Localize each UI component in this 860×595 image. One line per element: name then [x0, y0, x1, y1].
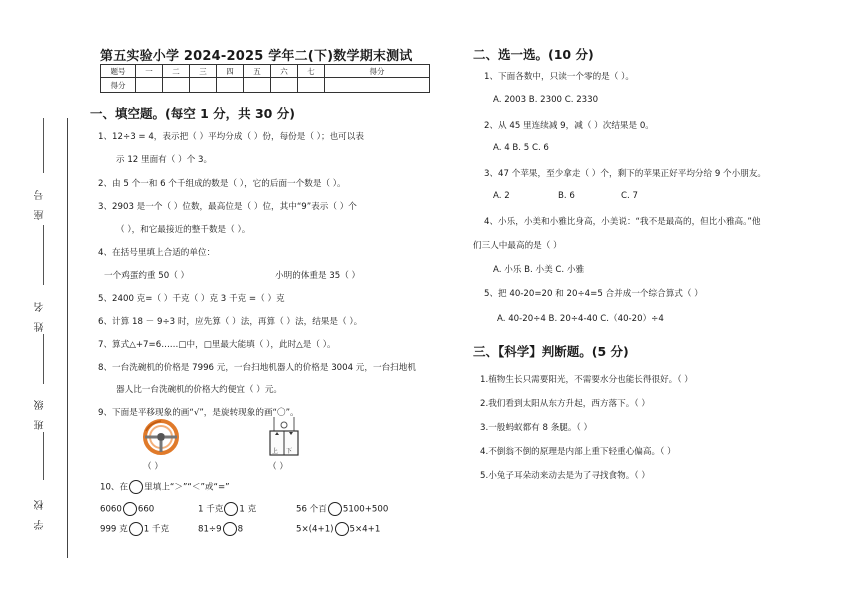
score-cell[interactable]	[136, 78, 163, 93]
answer-blank-wheel[interactable]: （ ）	[143, 462, 163, 472]
compare-item: 6060 660	[100, 502, 154, 516]
binding-rule	[43, 432, 44, 480]
question-8: 8、一台洗碗机的价格是 7996 元，一台扫地机器人的价格是 3004 元，一台扫地机	[98, 363, 416, 373]
score-table	[100, 64, 430, 93]
section-3-heading: 三、【科学】判断题。(5 分)	[473, 344, 629, 359]
score-cell[interactable]	[298, 78, 325, 93]
answer-blank-elevator[interactable]: （ ）	[268, 462, 288, 472]
choice-options-4: A. 小乐 B. 小美 C. 小雅	[493, 265, 585, 275]
score-header: 七	[298, 65, 325, 78]
compare-circle[interactable]	[335, 522, 349, 536]
choice-question-4: 4、小乐，小美和小雅比身高，小美说：“我不是最高的，但比小雅高。”他	[484, 217, 761, 227]
score-header: 一	[136, 65, 163, 78]
question-1-cont: 示 12 里面有（ ）个 3。	[116, 155, 213, 165]
school-label: 学校	[35, 490, 46, 530]
binding-rule	[43, 225, 44, 285]
judge-question-3: 3.一般蚂蚁都有 8 条腿。（ ）	[480, 423, 593, 433]
choice-options-5: A. 40-20÷4 B. 20÷4-40 C.（40-20）÷4	[497, 314, 664, 324]
score-header: 题号	[101, 65, 136, 78]
question-4: 4、在括号里填上合适的单位：	[98, 248, 216, 258]
question-5: 5、2400 克=（ ）千克（ ）克 3 千克 =（ ）克	[98, 294, 285, 304]
binding-rule	[43, 334, 44, 384]
question-10-suffix: 里填上“＞”“＜”或“=”	[144, 482, 230, 493]
question-6: 6、计算 18 － 9÷3 时，应先算（ ）法，再算（ ）法，结果是（ ）。	[98, 317, 363, 327]
choice-question-3: 3、47 个苹果，至少拿走（ ）个，剩下的苹果正好平均分给 9 个小朋友。	[484, 169, 767, 179]
compare-circle-icon	[129, 480, 143, 494]
choice-option-3b: B. 6	[558, 191, 575, 201]
score-header: 六	[271, 65, 298, 78]
question-3: 3、2903 是一个（ ）位数，最高位是（ ）位，其中“9”表示（ ）个	[98, 202, 357, 212]
compare-circle[interactable]	[223, 522, 237, 536]
judge-question-4: 4.不倒翁不倒的原理是内部上重下轻重心偏高。（ ）	[480, 447, 676, 457]
compare-item: 56 个百 5100+500	[296, 502, 388, 516]
score-row-label: 得分	[101, 78, 136, 93]
choice-option-3a: A. 2	[493, 191, 510, 201]
choice-question-4-cont: 们三人中最高的是（ ）	[473, 241, 562, 251]
choice-question-2: 2、从 45 里连续减 9，减（ ）次结果是 0。	[484, 121, 654, 131]
question-3-cont: （ ），和它最接近的整千数是（ ）。	[116, 225, 251, 235]
compare-circle[interactable]	[123, 502, 137, 516]
question-7: 7、算式△+7=6……□中，□里最大能填（ ），此时△是（ ）。	[98, 340, 336, 350]
score-cell[interactable]	[325, 78, 430, 93]
compare-item: 81÷9 8	[198, 522, 243, 536]
score-cell[interactable]	[217, 78, 244, 93]
binding-divider	[67, 118, 68, 558]
compare-circle[interactable]	[328, 502, 342, 516]
compare-item: 1 千克 1 克	[198, 502, 256, 516]
question-4a: 一个鸡蛋约重 50（ ）	[104, 271, 190, 281]
score-cell[interactable]	[163, 78, 190, 93]
question-10	[100, 480, 230, 494]
question-10-prefix: 10、在	[100, 482, 129, 493]
score-header: 五	[244, 65, 271, 78]
question-9: 9、下面是平移现象的画“√”，是旋转现象的画“〇”。	[98, 408, 299, 418]
choice-question-5: 5、把 40-20=20 和 20÷4=5 合并成一个综合算式（ ）	[484, 289, 703, 299]
question-1: 1、12÷3 = 4，表示把（ ）平均分成（ ）份，每份是（ ）；也可以表	[98, 132, 364, 142]
score-cell[interactable]	[271, 78, 298, 93]
score-header: 二	[163, 65, 190, 78]
section-2-heading: 二、选一选。(10 分)	[473, 47, 594, 62]
binding-rule	[43, 118, 44, 173]
question-4b: 小明的体重是 35（ ）	[275, 271, 361, 281]
steering-wheel-icon	[140, 417, 182, 457]
page-title: 第五实验小学 2024-2025 学年二(下)数学期末测试	[100, 49, 413, 64]
judge-question-1: 1.植物生长只需要阳光，不需要水分也能长得很好。（ ）	[480, 375, 693, 385]
choice-options-2: A. 4 B. 5 C. 6	[493, 143, 549, 153]
score-header: 得分	[325, 65, 430, 78]
score-cell[interactable]	[190, 78, 217, 93]
score-header: 四	[217, 65, 244, 78]
elevator-up-label: 上	[272, 448, 279, 455]
compare-item: 999 克 1 千克	[100, 522, 169, 536]
elevator-down-label: 下	[286, 448, 293, 455]
judge-question-2: 2.我们看到太阳从东方升起，西方落下。（ ）	[480, 399, 650, 409]
seat-label: 座号	[35, 180, 46, 220]
section-1-heading: 一、填空题。(每空 1 分，共 30 分)	[90, 106, 295, 121]
class-label: 班级	[35, 390, 46, 430]
name-label: 姓名	[35, 292, 46, 332]
choice-options-1: A. 2003 B. 2300 C. 2330	[493, 95, 599, 105]
choice-question-1: 1、下面各数中，只读一个零的是（ ）。	[484, 72, 634, 82]
compare-circle[interactable]	[224, 502, 238, 516]
score-header: 三	[190, 65, 217, 78]
score-cell[interactable]	[244, 78, 271, 93]
question-8-cont: 器人比一台洗碗机的价格大约便宜（ ）元。	[116, 385, 283, 395]
compare-item: 5×(4+1) 5×4+1	[296, 522, 380, 536]
judge-question-5: 5.小兔子耳朵动来动去是为了寻找食物。（ ）	[480, 471, 650, 481]
choice-option-3c: C. 7	[621, 191, 638, 201]
compare-circle[interactable]	[129, 522, 143, 536]
question-2: 2、由 5 个一和 6 个千组成的数是（ ），它的后面一个数是（ ）。	[98, 179, 346, 189]
